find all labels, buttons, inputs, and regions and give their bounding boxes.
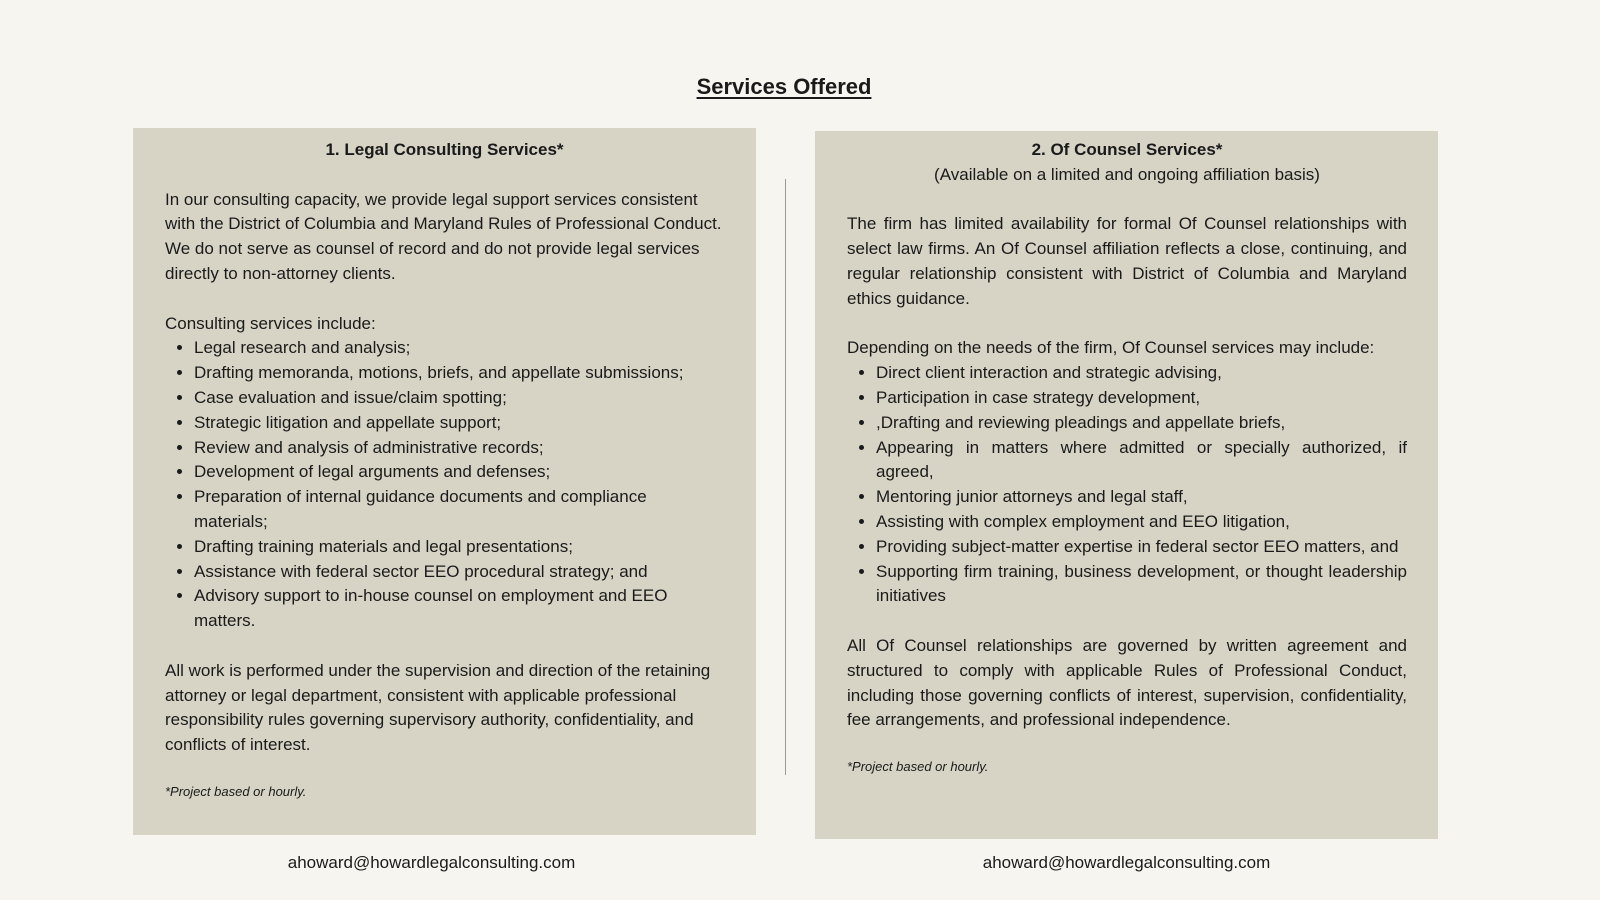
page-title: Services Offered (696, 74, 872, 99)
list-item: • Participation in case strategy development, (876, 386, 1407, 411)
legal-consulting-heading: 1. Legal Consulting Services* (325, 140, 564, 159)
legal-consulting-list (165, 336, 724, 634)
list-item: • Drafting training materials and legal presentations; (194, 535, 724, 560)
contact-email-left[interactable]: ahoward@howardlegalconsulting.com (287, 853, 576, 872)
list-item: • Assistance with federal sector EEO procedural strategy; and (194, 560, 724, 585)
list-item: • Preparation of internal guidance documents and compliance materials; (194, 485, 724, 535)
legal-consulting-closing: All work is performed under the supervision and direction of the retaining attorney or legal department, consistent with applicable professional responsibility rules governing supervisory authority, confidentiality, and conflicts of interest. (165, 660, 711, 755)
of-counsel-footnote: *Project based or hourly. (847, 758, 989, 774)
list-item: • Review and analysis of administrative records; (194, 436, 724, 461)
list-item: • Providing subject-matter expertise in federal sector EEO matters, and (876, 535, 1407, 560)
of-counsel-panel (815, 131, 1438, 839)
list-item: • Case evaluation and issue/claim spotting; (194, 386, 724, 411)
list-item: • Appearing in matters where admitted or specially authorized, if agreed, (876, 436, 1407, 486)
legal-consulting-panel (133, 128, 756, 835)
list-item: • Supporting firm training, business development, or thought leadership initiatives (876, 560, 1407, 610)
of-counsel-intro: The firm has limited availability for formal Of Counsel relationships with select law firms. An Of Counsel affiliation reflects a close, continuing, and regular relationship consistent with District of Columbia and Maryland ethics guidance. (847, 214, 1407, 308)
list-item: • Advisory support to in-house counsel on employment and EEO matters. (194, 584, 724, 634)
of-counsel-subheading: (Available on a limited and ongoing affiliation basis) (934, 164, 1320, 184)
legal-consulting-footnote: *Project based or hourly. (165, 783, 307, 799)
list-item: • Mentoring junior attorneys and legal staff, (876, 485, 1407, 510)
list-item: • Assisting with complex employment and EEO litigation, (876, 510, 1407, 535)
of-counsel-list-intro: Depending on the needs of the firm, Of Counsel services may include: (847, 338, 1375, 358)
list-item: • Strategic litigation and appellate support; (194, 411, 724, 436)
list-item: • ,Drafting and reviewing pleadings and appellate briefs, (876, 411, 1407, 436)
list-item: • Legal research and analysis; (194, 336, 724, 361)
legal-consulting-intro: In our consulting capacity, we provide legal support services consistent with the District of Columbia and Maryland Rules of Professional Conduct. We do not serve as counsel of record and do not provide legal services directly to non-attorney clients. (165, 189, 722, 283)
list-item: • Development of legal arguments and defenses; (194, 460, 724, 485)
list-item: • Drafting memoranda, motions, briefs, and appellate submissions; (194, 361, 724, 386)
legal-consulting-list-intro: Consulting services include: (165, 313, 376, 333)
of-counsel-closing: All Of Counsel relationships are governed by written agreement and structured to comply with applicable Rules of Professional Conduct, including those governing conflicts of interest, supervision, confidentiality, fee arrangements, and professional independence. (847, 635, 1407, 730)
contact-email-right[interactable]: ahoward@howardlegalconsulting.com (982, 853, 1271, 872)
list-item: • Direct client interaction and strategic advising, (876, 361, 1407, 386)
of-counsel-heading: 2. Of Counsel Services* (1031, 140, 1223, 159)
column-divider (785, 179, 786, 775)
of-counsel-list (847, 361, 1407, 609)
